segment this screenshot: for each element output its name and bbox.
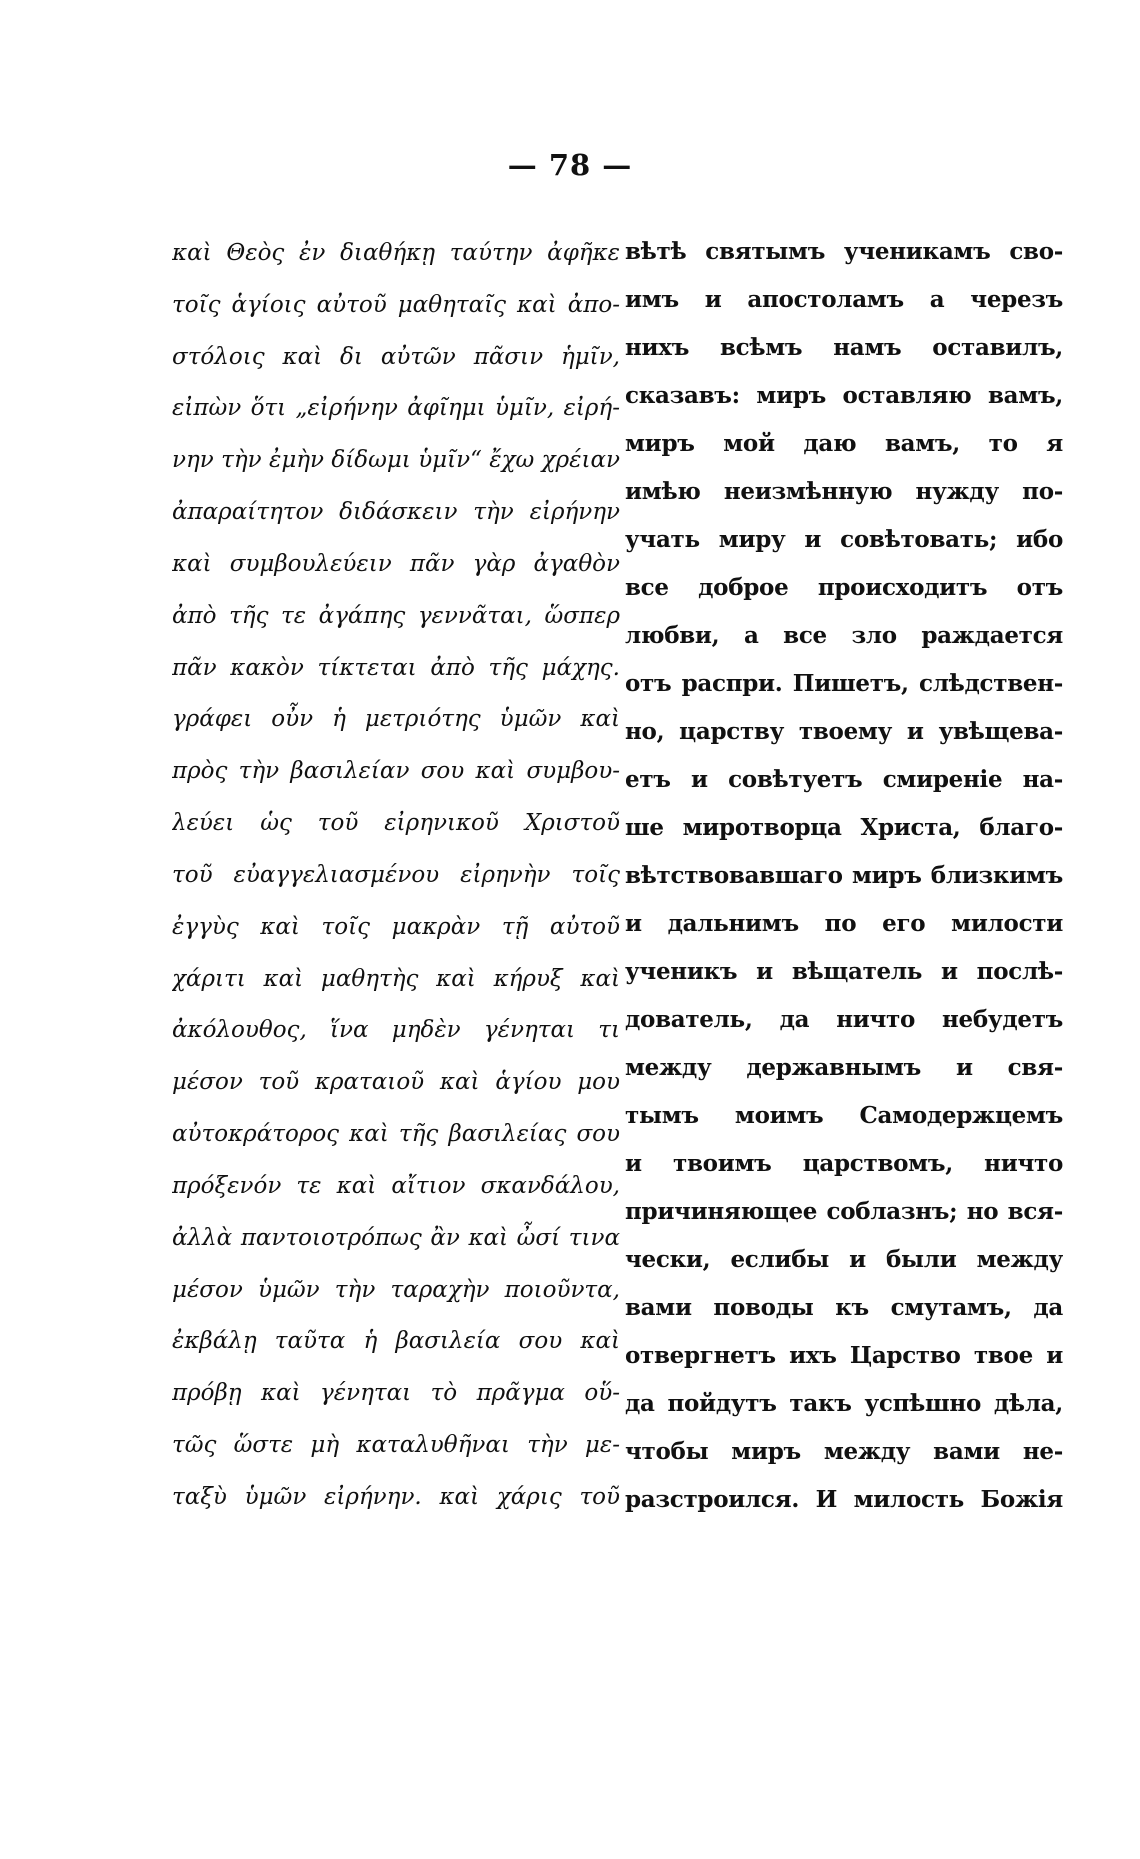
line-text: все доброе происходитъ отъ bbox=[625, 574, 1063, 601]
greek-text-line bbox=[172, 435, 620, 487]
line-text: чески, еслибы и были между bbox=[625, 1246, 1063, 1273]
line-text: ἀλλὰ παντοιοτρόπως ἂν καὶ ὦσί τινα bbox=[172, 1224, 620, 1251]
line-text: χάριτι καὶ μαθητὴς καὶ κήρυξ καὶ bbox=[172, 965, 620, 992]
line-text: сказавъ: миръ оставляю вамъ, bbox=[625, 382, 1063, 409]
russian-text-line bbox=[625, 516, 1063, 564]
russian-text-line bbox=[625, 612, 1063, 660]
line-text: λεύει ὡς τοῦ εἰρηνικοῦ Χριστοῦ bbox=[172, 810, 620, 837]
line-text: чтобы миръ между вами не- bbox=[625, 1438, 1063, 1465]
russian-text-line bbox=[625, 564, 1063, 612]
line-text: между державнымъ и свя- bbox=[625, 1054, 1063, 1081]
line-text: μέσον τοῦ κραταιοῦ καὶ ἁγίου μου bbox=[172, 1069, 620, 1096]
greek-text-line bbox=[172, 954, 620, 1006]
russian-text-line bbox=[625, 420, 1063, 468]
line-text: ἀπὸ τῆς τε ἀγάπης γεννᾶται, ὥσπερ bbox=[172, 602, 620, 629]
greek-text-line bbox=[172, 383, 620, 435]
line-text: καὶ Θεὸς ἐν διαθήκῃ ταύτην ἀφῆκε bbox=[172, 240, 620, 266]
russian-text-line bbox=[625, 1188, 1063, 1236]
greek-text-line bbox=[172, 280, 620, 332]
line-text: нихъ всѣмъ намъ оставилъ, bbox=[625, 334, 1063, 361]
line-text: ἀπαραίτητον διδάσκειν τὴν εἰρήνην bbox=[172, 499, 620, 526]
line-text: καὶ συμβουλεύειν πᾶν γὰρ ἀγαθὸν bbox=[172, 550, 620, 577]
greek-text-line bbox=[172, 850, 620, 902]
line-text: πρόξενόν τε καὶ αἴτιον σκανδάλου, bbox=[172, 1172, 620, 1199]
russian-text-line bbox=[625, 1428, 1063, 1476]
line-text: πρόβῃ καὶ γένηται τὸ πρᾶγμα οὕ- bbox=[172, 1380, 620, 1407]
greek-text-line bbox=[172, 1161, 620, 1213]
russian-text-line bbox=[625, 1044, 1063, 1092]
greek-text-line bbox=[172, 643, 620, 695]
greek-text-line bbox=[172, 1213, 620, 1265]
russian-text-line bbox=[625, 852, 1063, 900]
line-text: νην τὴν ἐμὴν δίδωμι ὑμῖν“ ἔχω χρέιαν bbox=[172, 447, 620, 474]
line-text: етъ и совѣтуетъ смиреніе на- bbox=[625, 766, 1063, 793]
greek-text-line bbox=[172, 746, 620, 798]
greek-text-line bbox=[172, 798, 620, 850]
line-text: τοῦ εὐαγγελιασμένου εἰρηνὴν τοῖς bbox=[172, 861, 620, 888]
line-text: αὐτοκράτορος καὶ τῆς βασιλείας σου bbox=[172, 1121, 620, 1148]
line-text: тымъ моимъ Самодержцемъ bbox=[625, 1102, 1063, 1129]
russian-text-line bbox=[625, 804, 1063, 852]
line-text: любви, а все зло раждается bbox=[625, 622, 1063, 649]
greek-text-line bbox=[172, 1420, 620, 1472]
line-text: вами поводы къ смутамъ, да bbox=[625, 1294, 1063, 1321]
russian-text-line bbox=[625, 756, 1063, 804]
line-text: μέσον ὑμῶν τὴν ταραχὴν ποιοῦντα, bbox=[172, 1276, 620, 1303]
russian-text-line bbox=[625, 1140, 1063, 1188]
greek-text-line bbox=[172, 1265, 620, 1317]
greek-text-line bbox=[172, 1472, 620, 1524]
greek-text-column bbox=[172, 228, 620, 1524]
russian-text-line bbox=[625, 276, 1063, 324]
line-text: ταξὺ ὑμῶν εἰρήνην. καὶ χάρις τοῦ bbox=[172, 1483, 620, 1510]
russian-text-line bbox=[625, 324, 1063, 372]
line-text: ἐγγὺς καὶ τοῖς μακρὰν τῇ αὐτοῦ bbox=[172, 913, 620, 940]
greek-text-line bbox=[172, 332, 620, 384]
russian-text-line bbox=[625, 1332, 1063, 1380]
greek-text-line bbox=[172, 228, 620, 280]
line-text: причиняющее соблазнъ; но вся- bbox=[625, 1198, 1063, 1225]
russian-text-line bbox=[625, 372, 1063, 420]
russian-text-line bbox=[625, 1284, 1063, 1332]
line-text: дователь, да ничто небудетъ bbox=[625, 1006, 1063, 1033]
line-text: имъ и апостоламъ а черезъ bbox=[625, 286, 1063, 313]
greek-text-line bbox=[172, 902, 620, 954]
line-text: но, царству твоему и увѣщева- bbox=[625, 718, 1063, 745]
line-text: ше миротворца Христа, благо- bbox=[625, 814, 1063, 841]
russian-text-line bbox=[625, 1380, 1063, 1428]
line-text: πρὸς τὴν βασιλείαν σου καὶ συμβου- bbox=[172, 758, 620, 785]
russian-text-line bbox=[625, 1092, 1063, 1140]
line-text: πᾶν κακὸν τίκτεται ἀπὸ τῆς μάχης. bbox=[172, 654, 620, 681]
russian-text-line bbox=[625, 708, 1063, 756]
greek-text-line bbox=[172, 1005, 620, 1057]
line-text: и дальнимъ по его милости bbox=[625, 910, 1063, 937]
greek-text-line bbox=[172, 487, 620, 539]
line-text: отъ распри. Пишетъ, слѣдствен- bbox=[625, 670, 1063, 697]
greek-text-line bbox=[172, 694, 620, 746]
greek-text-line bbox=[172, 1316, 620, 1368]
russian-text-line bbox=[625, 900, 1063, 948]
line-text: τῶς ὥστε μὴ καταλυθῆναι τὴν με- bbox=[172, 1432, 620, 1459]
line-text: вѣтствовавшаго миръ близкимъ bbox=[625, 862, 1063, 889]
greek-text-line bbox=[172, 1109, 620, 1161]
line-text: εἰπὼν ὅτι „εἰρήνην ἀφῖημι ὑμῖν, εἰρή- bbox=[172, 395, 620, 422]
line-text: вѣтѣ святымъ ученикамъ сво- bbox=[625, 238, 1063, 265]
greek-text-line bbox=[172, 591, 620, 643]
russian-text-line bbox=[625, 1236, 1063, 1284]
line-text: имѣю неизмѣнную нужду по- bbox=[625, 478, 1063, 505]
greek-text-line bbox=[172, 539, 620, 591]
line-text: ἐκβάλῃ ταῦτα ἡ βασιλεία σου καὶ bbox=[172, 1328, 620, 1355]
line-text: ученикъ и вѣщатель и послѣ- bbox=[625, 958, 1063, 985]
line-text: и твоимъ царствомъ, ничто bbox=[625, 1150, 1063, 1177]
line-text: γράφει οὖν ἡ μετριότης ὑμῶν καὶ bbox=[172, 706, 620, 733]
greek-text-line bbox=[172, 1368, 620, 1420]
page-number: — 78 — bbox=[507, 148, 633, 182]
russian-text-line bbox=[625, 660, 1063, 708]
russian-text-line bbox=[625, 948, 1063, 996]
russian-text-line bbox=[625, 468, 1063, 516]
line-text: στόλοις καὶ δι αὐτῶν πᾶσιν ἡμῖν, bbox=[172, 343, 620, 370]
russian-text-line bbox=[625, 228, 1063, 276]
line-text: ἀκόλουθος, ἵνα μηδὲν γένηται τι bbox=[172, 1017, 620, 1044]
line-text: τοῖς ἁγίοις αὐτοῦ μαθηταῖς καὶ ἀπο- bbox=[172, 291, 620, 318]
russian-text-line bbox=[625, 996, 1063, 1044]
line-text: учать миру и совѣтовать; ибо bbox=[625, 526, 1063, 553]
russian-text-line bbox=[625, 1476, 1063, 1524]
russian-text-column bbox=[625, 228, 1063, 1524]
greek-text-line bbox=[172, 1057, 620, 1109]
line-text: да пойдутъ такъ успѣшно дѣла, bbox=[625, 1390, 1063, 1417]
line-text: разстроился. И милость Божія bbox=[625, 1486, 1063, 1513]
line-text: миръ мой даю вамъ, то я bbox=[625, 430, 1063, 457]
line-text: отвергнетъ ихъ Царство твое и bbox=[625, 1342, 1063, 1369]
